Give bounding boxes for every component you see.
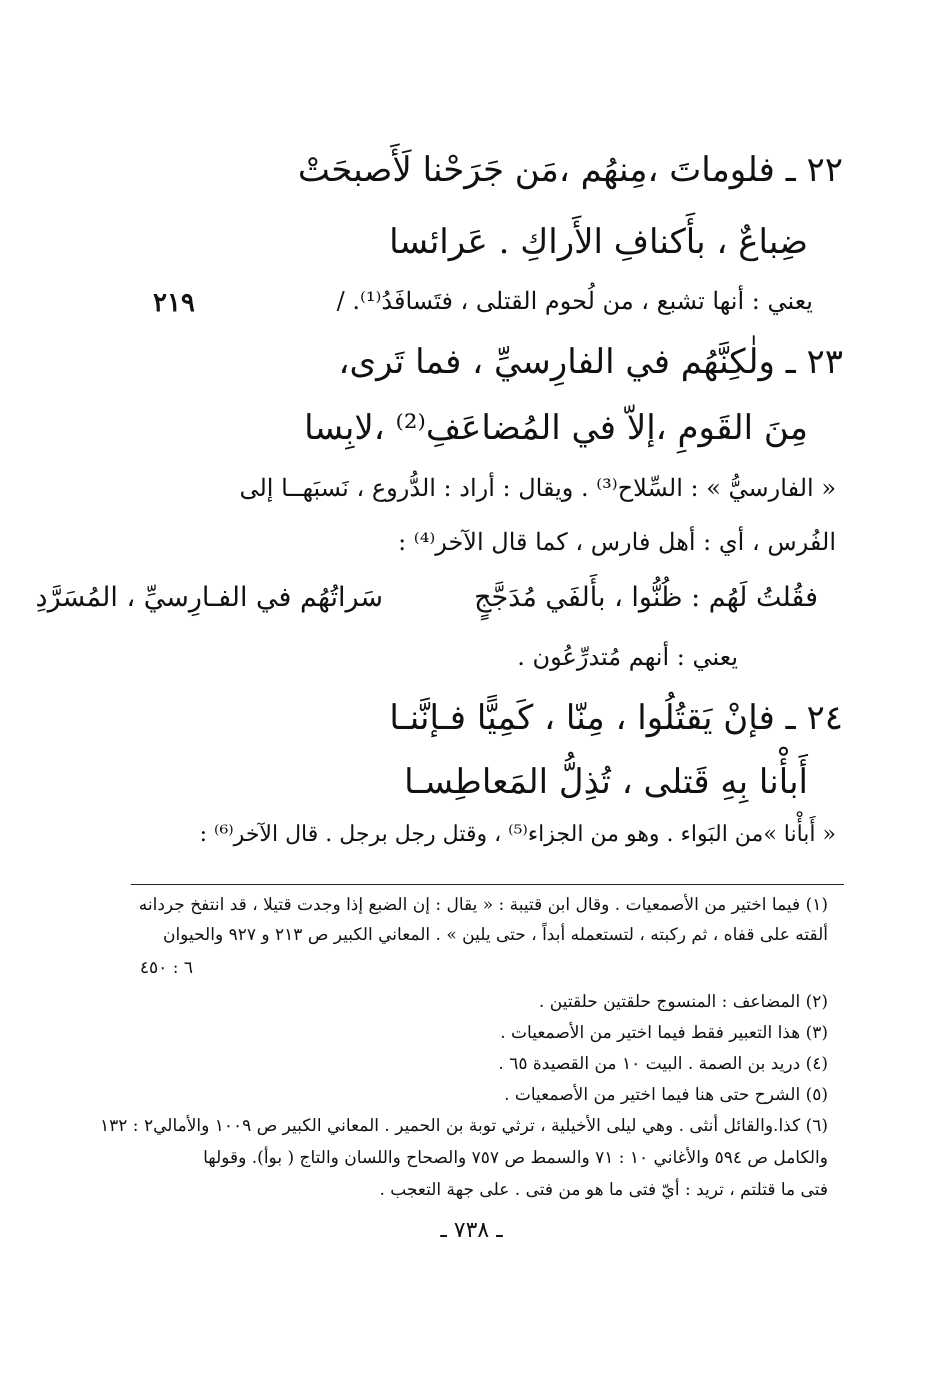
footnote-5: (٥) الشرح حتى هنا فيما اختير من الأصمعيات . bbox=[504, 1085, 828, 1105]
verse-23-commentary-1: « الفارسيُّ » : السِّلاح⁽³⁾ . ويقال : أراد : الدُّروع ، نَسبَهــا إلى bbox=[239, 474, 836, 502]
footnote-6-line-2: والكامل ص ٥٩٤ والأغاني ١٠ : ٧١ والسمط ص ٧٥٧ والصحاح واللسان والتاج ( بوأ). وقولها bbox=[203, 1148, 828, 1168]
margin-page-number: ٢١٩ bbox=[153, 288, 195, 318]
footnote-1-line-3: ٦ : ٤٥٠ bbox=[139, 958, 193, 978]
verse-24-line-2: أَبأْنا بِهِ قَتلى ، تُذِلُّ المَعاطِسـا bbox=[404, 762, 808, 802]
footnote-1-line-2: ألقته على قفاه ، ثم ركبته ، لتستعمله أبداً ، حتى يلين » . المعاني الكبير ص ٢١٣ و ٩٢٧ والحيوان bbox=[162, 925, 828, 945]
verse-23-line-2: مِنَ القَومِ ،إلاّ في المُضاعَفِ⁽²⁾ ،لابِسا bbox=[304, 408, 808, 448]
footnote-3: (٣) هذا التعبير فقط فيما اختير من الأصمعيات . bbox=[500, 1023, 828, 1043]
footnote-4: (٤) دريد بن الصمة . البيت ١٠ من القصيدة ٦٥ . bbox=[498, 1054, 828, 1074]
verse-23-line-1: ٢٣ ـ ولٰكِنَّهُم في الفارِسيِّ ، فما تَرى، bbox=[338, 342, 843, 382]
footnote-6-line-3: فتى ما قتلتم ، تريد : أيّ فتى ما هو من فتى . على جهة التعجب . bbox=[379, 1180, 828, 1200]
footnote-6-line-1: (٦) كذا.والقائل أنثى . وهي ليلى الأخيلية ، ترثي توبة بن الحمير . المعاني الكبير ص ١٠٠٩ والأمالي٢ : ١٣٢ bbox=[100, 1116, 828, 1136]
quoted-verse-first-hemistich: فقُلتُ لَهُم : ظُنُّوا ، بأَلفَي مُدَجَّجٍ bbox=[474, 582, 818, 613]
footnote-2: (٢) المضاعف : المنسوج حلقتين حلقتين . bbox=[538, 992, 828, 1012]
page-number: ـ ٧٣٨ ـ bbox=[440, 1218, 503, 1243]
footnote-separator bbox=[131, 884, 844, 885]
footnote-1-line-1: (١) فيما اختير من الأصمعيات . وقال ابن قتيبة : « يقال : إن الضبع إذا وجدت قتيلا ، قد انتفخ جردانه bbox=[138, 895, 828, 915]
verse-22-commentary: يعني : أنها تشبع ، من لُحوم القتلى ، فتَسافَدُ⁽¹⁾. / bbox=[336, 287, 813, 315]
quoted-verse-commentary: يعني : أنهم مُتدرِّعُون . bbox=[517, 643, 738, 671]
verse-22-line-2: ضِباعٌ ، بأَكنافِ الأَراكِ . عَرائسا bbox=[389, 222, 808, 262]
verse-22-line-1: ٢٢ ـ فلوماتَ ،مِنهُم ،مَن جَرَحْنا لَأَصبحَتْ bbox=[297, 150, 843, 190]
verse-23-commentary-2: الفُرس ، أي : أهل فارس ، كما قال الآخر⁽⁴⁾ : bbox=[398, 528, 836, 556]
verse-24-commentary: « أَبأْنا »من البَواء . وهو من الجزاء⁽⁵⁾ ، وقتل رجل برجل . قال الآخر⁽⁶⁾ : bbox=[199, 822, 836, 847]
quoted-verse-second-hemistich: سَراتُهُم في الفـارِسيِّ ، المُسَرَّدِ bbox=[35, 582, 383, 613]
verse-24-line-1: ٢٤ ـ فإنْ يَقتُلُوا ، مِنّا ، كَمِيًّا فـإنَّنـا bbox=[389, 698, 843, 738]
